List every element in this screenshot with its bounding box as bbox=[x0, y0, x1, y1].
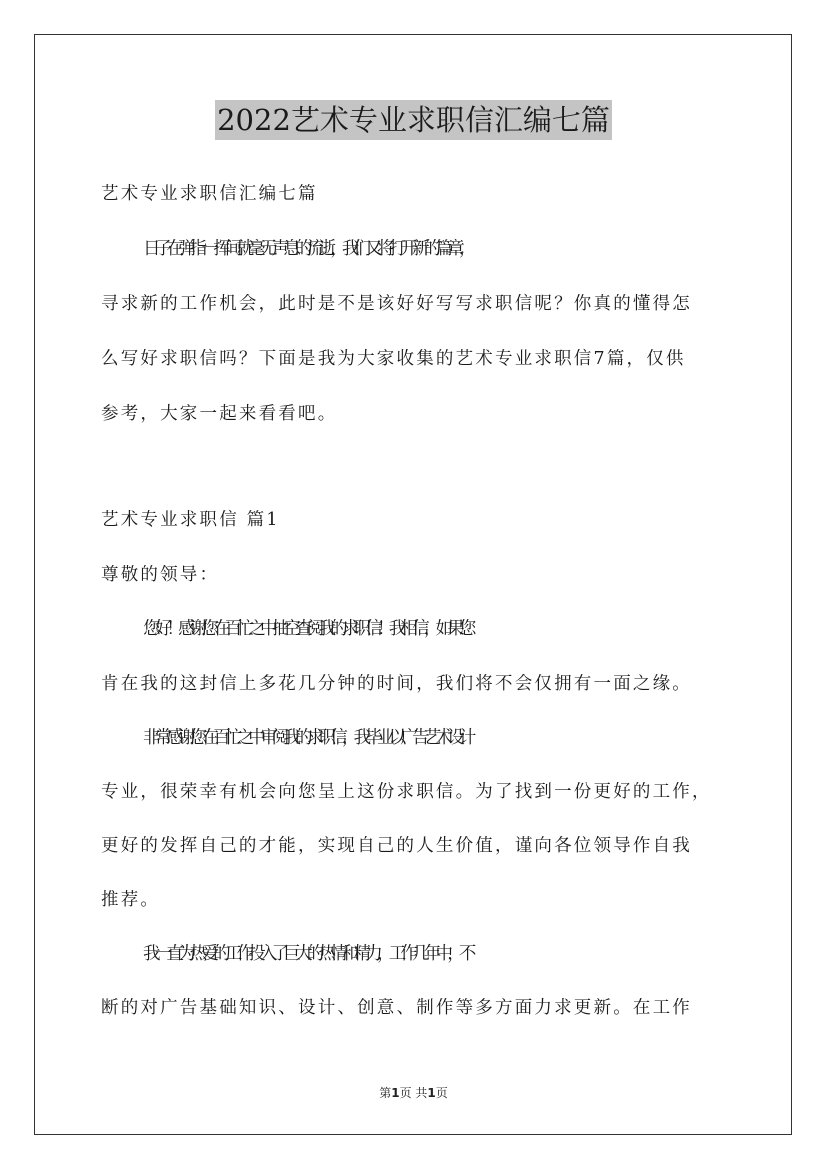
intro-line-2: 寻求新的工作机会，此时是不是该好好写写求职信呢？你真的懂得怎 bbox=[101, 294, 692, 314]
salutation: 尊敬的领导： bbox=[101, 565, 220, 585]
paragraph2-line-4: 推荐。 bbox=[101, 890, 161, 910]
paragraph1-line-1: 您好！感谢您在百忙之中抽空查阅我的求职信！我相信，如果您 bbox=[143, 619, 471, 639]
footer-page-mid: 页 共 bbox=[399, 1086, 428, 1100]
section-heading: 艺术专业求职信 篇1 bbox=[101, 510, 280, 530]
paragraph3-line-1: 我一直为热爱的工作投入了巨大的热情和精力，工作几年中，不 bbox=[143, 944, 471, 964]
footer-page-suffix: 页 bbox=[435, 1086, 448, 1100]
document-title bbox=[0, 100, 827, 140]
paragraph2-line-3: 更好的发挥自己的才能，实现自己的人生价值，谨向各位领导作自我 bbox=[101, 836, 692, 856]
page-footer bbox=[0, 1085, 827, 1101]
document-title-text: 2022艺术专业求职信汇编七篇 bbox=[215, 100, 612, 140]
intro-line-1: 日子在弹指一挥间就毫无声息的流逝，我们又将打开新的篇章， bbox=[143, 239, 471, 259]
document-subtitle: 艺术专业求职信汇编七篇 bbox=[101, 184, 318, 204]
footer-page-current: 1 bbox=[391, 1086, 400, 1100]
paragraph3-line-2: 断的对广告基础知识、设计、创意、制作等多方面力求更新。在工作 bbox=[101, 998, 692, 1018]
footer-page-prefix: 第 bbox=[379, 1086, 392, 1100]
footer-page-total: 1 bbox=[427, 1086, 436, 1100]
intro-line-3: 么写好求职信吗？下面是我为大家收集的艺术专业求职信7篇，仅供 bbox=[101, 349, 686, 369]
intro-line-4: 参考，大家一起来看看吧。 bbox=[101, 404, 338, 424]
paragraph2-line-2: 专业，很荣幸有机会向您呈上这份求职信。为了找到一份更好的工作， bbox=[101, 782, 712, 802]
paragraph2-line-1: 非常感谢您在百忙之中审阅我的求职信，我毕业以广告艺术设计 bbox=[143, 728, 471, 748]
paragraph1-line-2: 肯在我的这封信上多花几分钟的时间，我们将不会仅拥有一面之缘。 bbox=[101, 674, 692, 694]
